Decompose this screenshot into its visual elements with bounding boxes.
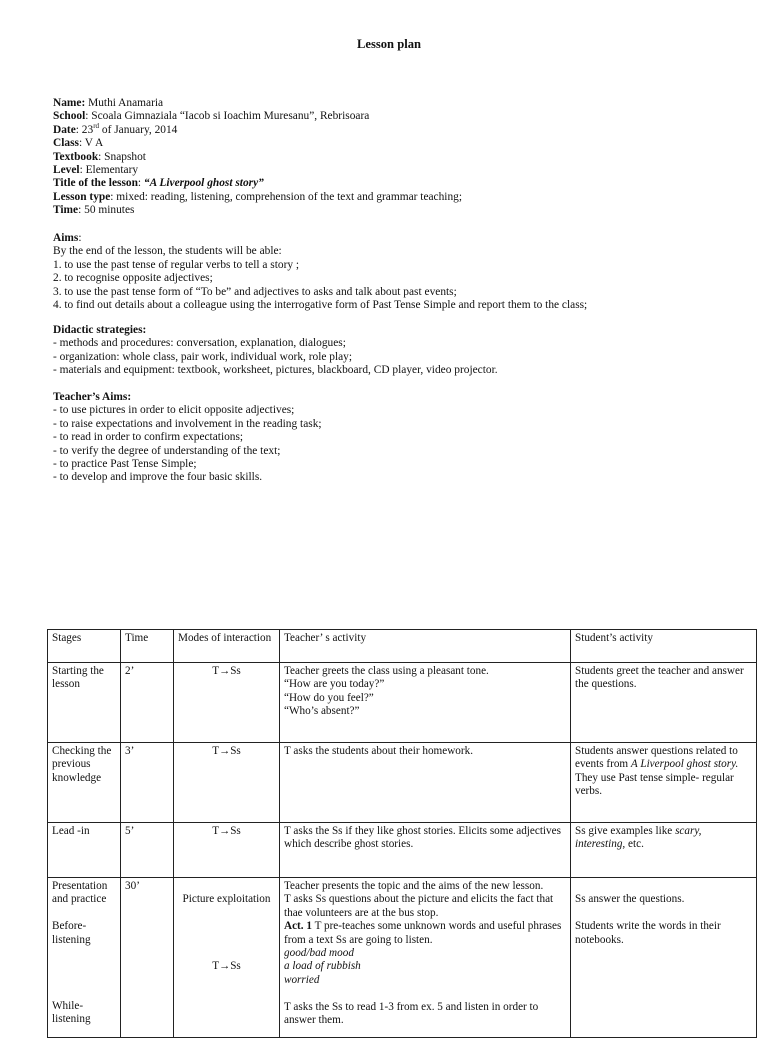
aims-item: 2. to recognise opposite adjectives; xyxy=(53,272,213,285)
info-lesson-type: Lesson type: mixed: reading, listening, comprehension of the text and grammar teaching; xyxy=(53,190,463,203)
cell-mode: Picture exploitation T→Ss xyxy=(174,878,280,1038)
header-teacher-activity: Teacher’ s activity xyxy=(280,630,571,663)
aims-item: 3. to use the past tense form of “To be” and adjectives to asks and talk about past events; xyxy=(53,285,457,298)
cell-mode: T→Ss xyxy=(174,823,280,878)
teacher-aims-item: - to raise expectations and involvement in the reading task; xyxy=(53,417,322,430)
cell-time: 2’ xyxy=(121,663,174,743)
didactic-section xyxy=(53,324,743,378)
aims-heading: Aims: xyxy=(53,232,82,244)
table-row xyxy=(48,878,757,1038)
cell-student-activity: Students greet the teacher and answer the questions. xyxy=(571,663,757,743)
table-row xyxy=(48,743,757,823)
didactic-item: - materials and equipment: textbook, worksheet, pictures, blackboard, CD player, video projector. xyxy=(53,364,498,377)
cell-student-activity: Ss give examples like scary, interesting, etc. xyxy=(571,823,757,878)
cell-stage: Starting the lesson xyxy=(48,663,121,743)
header-modes: Modes of interaction xyxy=(174,630,280,663)
aims-intro: By the end of the lesson, the students will be able: xyxy=(53,245,282,258)
cell-stage: Presentation and practice Before- listening While- listening xyxy=(48,878,121,1038)
info-level: Level: Elementary xyxy=(53,164,139,177)
info-time: Time: 50 minutes xyxy=(53,204,135,217)
cell-mode: T→Ss xyxy=(174,663,280,743)
teacher-aims-item: - to use pictures in order to elicit opposite adjectives; xyxy=(53,404,295,417)
cell-teacher-activity: T asks the students about their homework. xyxy=(280,743,571,823)
teacher-aims-heading: Teacher’s Aims: xyxy=(53,391,132,403)
info-date: Date: 23rd of January, 2014 xyxy=(53,122,178,136)
lesson-info xyxy=(53,97,743,218)
table-header-row xyxy=(48,630,757,663)
header-time: Time xyxy=(121,630,174,663)
didactic-heading: Didactic strategies: xyxy=(53,324,147,336)
teacher-aims-item: - to develop and improve the four basic skills. xyxy=(53,471,263,484)
info-textbook: Textbook: Snapshot xyxy=(53,150,146,163)
teacher-aims-item: - to read in order to confirm expectations; xyxy=(53,431,244,444)
didactic-item: - methods and procedures: conversation, explanation, dialogues; xyxy=(53,337,346,350)
lesson-stages-table xyxy=(47,629,757,1038)
cell-stage: Lead -in xyxy=(48,823,121,878)
teacher-aims-section xyxy=(53,391,743,485)
cell-teacher-activity: Teacher presents the topic and the aims of the new lesson. T asks Ss questions about the picture and elicits the fact that thae volunteers are at the bus stop. Act. 1 T pre-teaches some unknown words and useful phrases from a text Ss are going to listen. good/bad mood a load of rubbish worried T asks the Ss to read 1-3 from ex. 5 and listen in order to answer them. xyxy=(280,878,571,1038)
document-title: Lesson plan xyxy=(356,37,422,51)
cell-teacher-activity: T asks the Ss if they like ghost stories. Elicits some adjectives which describe ghost stories. xyxy=(280,823,571,878)
cell-teacher-activity: Teacher greets the class using a pleasant tone. “How are you today?” “How do you feel?” “Who’s absent?” xyxy=(280,663,571,743)
cell-time: 30’ xyxy=(121,878,174,1038)
cell-time: 5’ xyxy=(121,823,174,878)
cell-stage: Checking the previous knowledge xyxy=(48,743,121,823)
info-class: Class: V A xyxy=(53,137,104,150)
cell-time: 3’ xyxy=(121,743,174,823)
didactic-item: - organization: whole class, pair work, individual work, role play; xyxy=(53,350,353,363)
aims-section xyxy=(53,232,743,312)
cell-student-activity: Ss answer the questions. Students write the words in their notebooks. xyxy=(571,878,757,1038)
cell-student-activity: Students answer questions related to events from A Liverpool ghost story. They use Past tense simple- regular verbs. xyxy=(571,743,757,823)
header-stages: Stages xyxy=(48,630,121,663)
teacher-aims-item: - to practice Past Tense Simple; xyxy=(53,458,197,471)
cell-mode: T→Ss xyxy=(174,743,280,823)
info-name: Name: Muthi Anamaria xyxy=(53,97,164,109)
aims-item: 1. to use the past tense of regular verbs to tell a story ; xyxy=(53,258,300,271)
table-row xyxy=(48,663,757,743)
table-row xyxy=(48,823,757,878)
aims-item: 4. to find out details about a colleague using the interrogative form of Past Tense Simple and report them to the class; xyxy=(53,299,588,312)
info-lesson-title: Title of the lesson: “A Liverpool ghost story” xyxy=(53,177,264,190)
info-school: School: Scoala Gimnaziala “Iacob si Ioachim Muresanu”, Rebrisoara xyxy=(53,110,370,123)
header-student-activity: Student’s activity xyxy=(571,630,757,663)
teacher-aims-item: - to verify the degree of understanding of the text; xyxy=(53,444,281,457)
